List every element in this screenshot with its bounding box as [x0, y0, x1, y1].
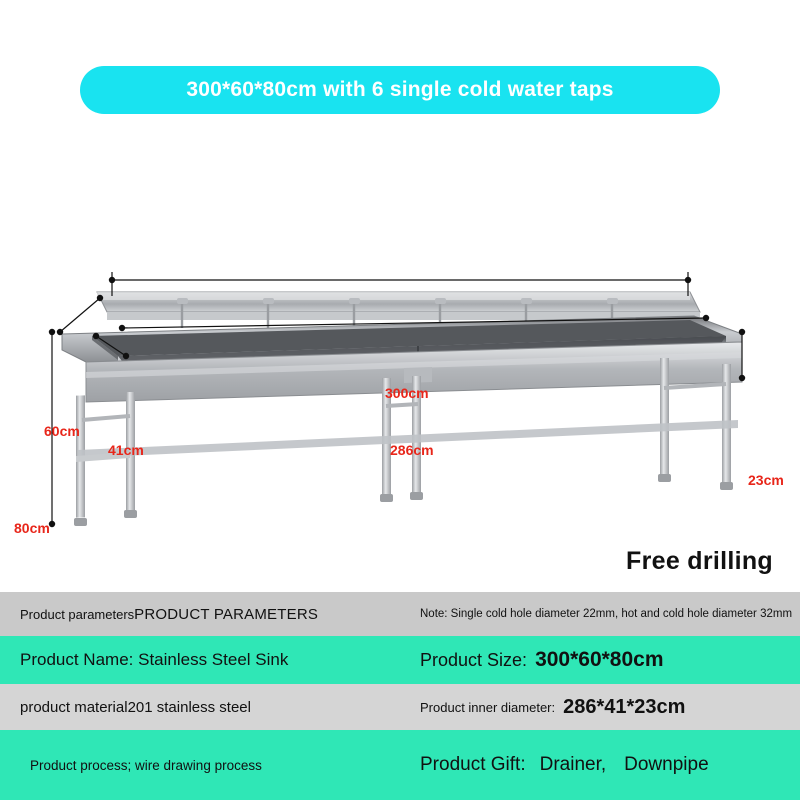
free-drilling-label: Free drilling [626, 547, 773, 575]
product-parameters-table [0, 592, 800, 800]
product-size-value: 300*60*80cm [535, 648, 664, 671]
params-row-process-gift [0, 730, 800, 800]
sink-illustration [0, 120, 800, 570]
product-process-label: Product process; wire drawing process [30, 757, 262, 773]
dimension-length-inner: 286cm [390, 442, 434, 458]
product-size-label: Product Size: [420, 649, 528, 670]
product-name-label: Product Name: Stainless Steel Sink [20, 650, 289, 669]
dimension-depth-inner: 41cm [108, 442, 144, 458]
product-inner-diameter-label: Product inner diameter: [420, 699, 556, 715]
product-inner-diameter-cell [420, 684, 800, 730]
product-inner-diameter-value: 286*41*23cm [563, 695, 686, 718]
product-material-label: product material [20, 698, 128, 716]
params-header-caps-label: PRODUCT PARAMETERS [134, 605, 319, 623]
params-header-note-cell [420, 592, 800, 636]
title-banner [80, 66, 720, 114]
product-photo [0, 120, 800, 570]
product-material-cell [0, 684, 420, 730]
product-process-cell [0, 730, 420, 800]
product-gift-value-downpipe: Downpipe [624, 754, 709, 775]
banner-text: 300*60*80cm with 6 single cold water taps [186, 78, 614, 101]
product-name-cell [0, 636, 420, 684]
product-gift-label: Product Gift: [420, 754, 526, 775]
product-gift-cell [420, 730, 800, 800]
dimension-depth-outer: 60cm [44, 423, 80, 439]
params-header-label: Product parameters [20, 606, 135, 622]
dimension-height: 80cm [14, 520, 50, 536]
params-header-left-cell [0, 592, 420, 636]
dimension-length-outer: 300cm [385, 385, 429, 401]
params-row-name-size [0, 636, 800, 684]
product-material-value: 201 stainless steel [127, 698, 251, 716]
product-gift-value-drainer: Drainer, [539, 754, 607, 775]
params-row-material-inner [0, 684, 800, 730]
product-size-cell [420, 636, 800, 684]
dimension-basin-depth: 23cm [748, 472, 784, 488]
hole-diameter-note: Note: Single cold hole diameter 22mm, hot and cold hole diameter 32mm [420, 608, 793, 620]
params-header-row [0, 592, 800, 636]
